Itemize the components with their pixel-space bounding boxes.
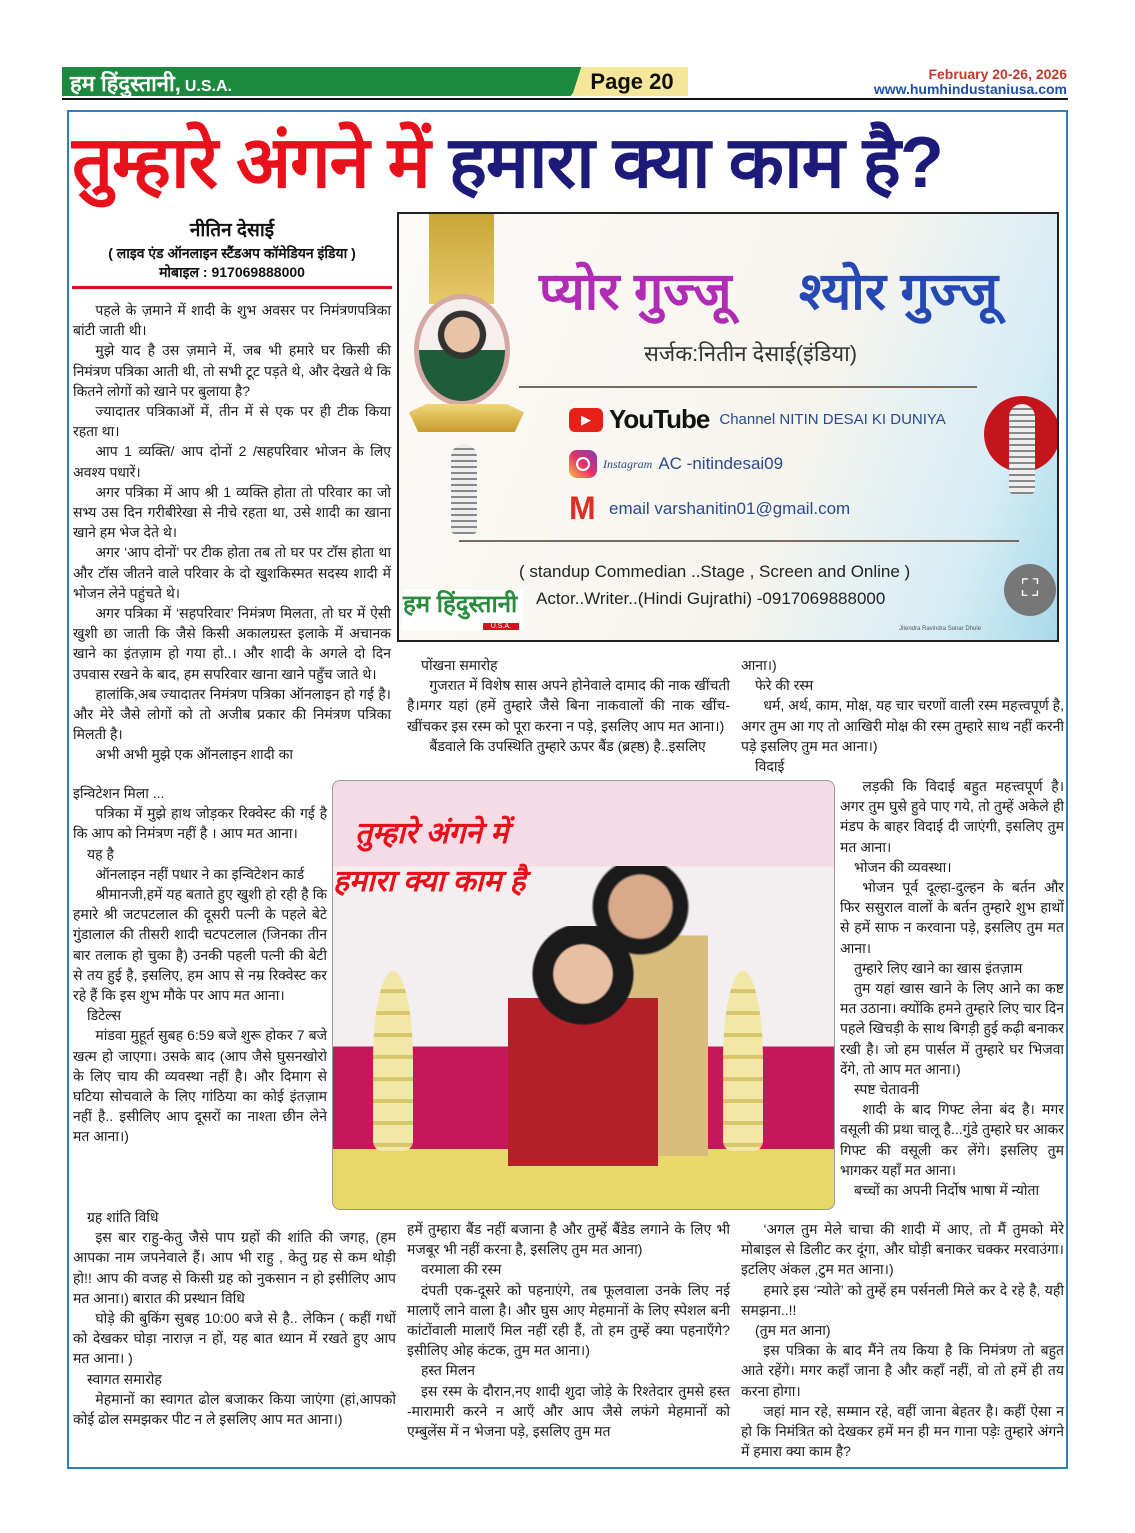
masthead <box>70 68 232 98</box>
instagram-icon <box>569 450 597 478</box>
gmail-icon <box>569 496 603 522</box>
instagram-handle: AC -nitindesai09 <box>658 454 784 473</box>
photo-caption-1: तुम्हारे अंगने में <box>355 817 509 850</box>
woman-figure <box>508 926 658 1166</box>
paragraph: पत्रिका में मुझे हाथ जोड़कर रिक्वेस्ट की गई है कि आप को निमंत्रण नहीं है । आप मत आना। <box>73 805 327 842</box>
paragraph: अगर पत्रिका में आप श्री 1 व्यक्ति होता तो परिवार का जो सभ्य उस दिन गरीबीरेखा से नीचे रहता था, उसे शादी का खाना खाने हम भेज देते थे। <box>73 483 391 541</box>
section-heading: (तुम मत आना) <box>755 1322 831 1339</box>
author-title: ( लाइव एंड ऑनलाइन स्टैंडअप कॉमेडियन इंडिया ) <box>108 245 356 261</box>
banner-actor: Actor..Writer..(Hindi Gujrathi) -0917069888000 <box>536 589 886 608</box>
column-2-top <box>407 655 730 756</box>
masthead-title: हम हिंदुस्तानी, <box>70 71 181 96</box>
section-heading: विदाई <box>755 758 785 775</box>
paragraph: लड़की कि विदाई बहुत महत्त्वपूर्ण है। अगर तुम घुसे हुवे पाए गये, तो तुम्हें अकेले ही मंडप के बाहर विदाई दी जाएंगी, इसलिए तुम मत आना। <box>840 778 1064 855</box>
paragraph: श्रीमानजी,हमें यह बताते हुए खुशी हो रही है कि हमारे श्री जटपटलाल की दूसरी पत्नी के पहले बेटे गुंडालाल की तीसरी शादी चटपटलाल (जिनका तीन बार तलाक हो चुका है) उनकी पहली पत्नी की बेटी से तय हुई है, इसलिए, हम आप से नम्र रिक्वेस्ट कर रहे हैं कि इस शुभ मौके पर आप मत आना। <box>73 886 327 1004</box>
youtube-icon: ▶ <box>569 408 603 432</box>
microphone-icon <box>1009 404 1035 494</box>
paragraph: हमें तुम्हारा बैंड नहीं बजाना है और तुम्हें बैंडेड लगाने के लिए भी मजबूर भी नहीं करना है, इसलिए तुम मत आना) <box>407 1221 730 1258</box>
section-heading: डिटेल्स <box>87 1007 122 1024</box>
paragraph: बैंडवाले कि उपस्थिति तुम्हारे ऊपर बैंड (ब्रह्ष्ठ) है..इसलिए <box>429 737 706 754</box>
section-heading: ग्रह शांति विधि <box>87 1209 159 1225</box>
headline <box>72 118 1062 208</box>
byline-divider <box>72 286 392 289</box>
paragraph: अभी अभी मुझे एक ऑनलाइन शादी का <box>95 746 293 763</box>
header-divider <box>62 98 1068 100</box>
youtube-row <box>569 404 946 435</box>
column-1-top <box>73 300 391 765</box>
paragraph: मेहमानों का स्वागत ढोल बजाकर किया जाएंगा (हां,आपको कोई ढोल समझकर पीट न ले इसलिए आप मत आना।) <box>73 1390 396 1428</box>
section-heading: यह है <box>87 845 114 862</box>
youtube-channel: Channel NITIN DESAI KI DUNIYA <box>719 411 946 428</box>
banner-divider <box>519 386 977 388</box>
paragraph: इन्विटेशन मिला ... <box>73 785 165 801</box>
section-heading: फेरे की रस्म <box>755 677 814 694</box>
author-mobile: मोबाइल : 917069888000 <box>159 264 305 280</box>
section-heading: बच्चों का अपनी निर्दोष भाषा में न्योता <box>854 1182 1040 1199</box>
paragraph: शादी के बाद गिफ्ट लेना बंद है। मगर वसूली की प्रथा चालू है...गुंडे तुम्हारे घर आकर गिफ्ट की वसूली कर लेंगे। इसलिए तुम भागकर यहाँ मत आना। <box>840 1101 1064 1178</box>
column-3-bottom <box>741 1219 1064 1461</box>
paragraph: ज्यादातर पत्रिकाओं में, तीन में से एक पर ही टीक किया रहता था। <box>73 403 391 440</box>
instagram-label: Instagram <box>603 456 653 471</box>
banner-divider <box>459 540 1019 542</box>
paragraph: अगर ‘आप दोनों’ पर टीक होता तब तो घर पर टॉस होता था और टॉस जीतने वाले परिवार के दो खुशकिस्मत सदस्य शादी में भोजन लेने पहुंचते थे। <box>73 544 391 601</box>
paragraph: इस बार राहु-केतु जैसे पाप ग्रहों की शांति की जगह, (हम आपका नाम जपनेवाले हैं। आप भी राहु , केतु ग्रह से कम थोड़ी हो!! आप की वजह से किसी ग्रह को नुकसान न हो इसीलिए आप मत आना।) बारात की प्रस्थान विधि <box>73 1229 396 1306</box>
section-heading: भोजन की व्यवस्था। <box>854 858 952 875</box>
website-link[interactable]: www.humhindustaniusa.com <box>873 81 1067 97</box>
masthead-suffix: U.S.A. <box>184 78 232 95</box>
banner-standup: ( standup Commedian ..Stage , Screen and Online ) <box>519 562 911 581</box>
section-heading: वरमाला की रस्म <box>421 1261 502 1278</box>
promo-banner <box>397 212 1059 642</box>
column-right <box>840 776 1064 1200</box>
section-heading: स्वागत समारोह <box>87 1370 162 1387</box>
section-heading: तुम यहां खास खाने के लिए आने का कष्ट मत उठाना। क्योंकि हमने तुम्हारे लिए चार दिन पहले खिचड़ी के साथ बिगड़ी हुई कढ़ी बनाकर रखी है। जो हम पार्सल में तुम्हारे घर भिजवा देंगे, तो आप मत आना।) <box>840 980 1064 1077</box>
microphone-icon <box>451 444 477 534</box>
paragraph: धर्म, अर्थ, काम, मोक्ष, यह चार चरणों वाली रस्म महत्त्वपूर्ण है, अगर तुम आ गए तो आखिरी मोक्ष की रस्म तुम्हारे साथ नहीं करनी पड़े इसलिए तुम मत आना।) <box>741 697 1064 754</box>
youtube-label: YouTube <box>609 404 710 434</box>
author-portrait <box>414 294 510 406</box>
section-heading: तुम्हारे लिए खाने का खास इंतज़ाम <box>854 959 1023 976</box>
logo-usa: U.S.A. <box>483 623 519 630</box>
email-address: email varshanitin01@gmail.com <box>609 499 851 518</box>
paragraph: इस पत्रिका के बाद मैंने तय किया है कि निमंत्रण तो बहुत आते रहेंगे। मगर कहाँ जाना है और कहाँ नहीं, वो तो हमें ही तय करना होगा। <box>741 1342 1064 1399</box>
gold-strip <box>429 214 494 304</box>
section-heading: स्पष्ट चेतावनी <box>854 1081 920 1098</box>
paragraph: भोजन पूर्व दूल्हा-दुल्हन के बर्तन और फिर ससुराल वालों के बर्तन तुम्हारे शुभ हाथों से हमें साफ न करवाना पड़े, इसलिए तुम मत आना। <box>840 879 1064 956</box>
instagram-row <box>569 450 783 478</box>
section-heading: इस रस्म के दौरान,नए शादी शुदा जोड़े के रिश्तेदार तुमसे हस्त -मारामारी करने न आएँ और आप जैसे लफंगे मेहमानों को एम्बुलेंस में न भेजना पड़े, इसलिए तुम मत <box>407 1382 730 1440</box>
couple-photo <box>332 780 835 1210</box>
designer-credit: Jitendra Ravindra Sonar Dhule <box>899 626 982 632</box>
paragraph: मुझे याद है उस ज़माने में, जब भी हमारे घर किसी की निमंत्रण पत्रिका आती थी, तो सभी टूट पड़ते थे, और देखते थे कि कितने लोगों को खाने पर बुलाया है? <box>73 342 391 399</box>
paragraph: घोड़े की बुकिंग सुबह 10:00 बजे से है.. लेकिन ( कहीं गधों को देखकर घोड़ा नाराज़ न हों, यह बात ध्यान में रखते हुए आप मत आना। ) <box>73 1310 396 1367</box>
page-number: Page 20 <box>590 69 674 94</box>
paragraph: गुजरात में विशेष सास अपने होनेवाले दामाद की नाक खींचती है।मगर यहां (हमें तुम्हारे जैसे बिना नाकवालों की नाक खींच-खींचकर इस रस्म को पूरा करना न पड़े, इसलिए आप मत आना।) <box>407 677 730 734</box>
decor-pillar <box>373 971 413 1151</box>
paragraph: ऑनलाइन नहीं पधार ने का इन्विटेशन कार्ड <box>95 865 305 882</box>
scan-text-icon[interactable]: ⛶ <box>1004 564 1056 616</box>
paragraph: पहले के ज़माने में शादी के शुभ अवसर पर निमंत्रणपत्रिका बांटी जाती थी। <box>73 302 391 339</box>
email-row <box>569 496 850 522</box>
column-2-bottom <box>407 1219 730 1441</box>
headline-part-navy: हमारा क्या काम है? <box>448 123 943 203</box>
section-heading: दंपती एक-दूसरे को पहनाएंगे, तब फूलवाला उनके लिए नई मालाएँ लाने वाला है। और घुस आए मेहमानों के लिए स्पेशल बनी कांटोंवाली मालाएँ मिल नहीं रही हैं, तो हम तुम्हें क्या पहनाएँगे? इसीलिए ओह कंटक, तुम मत आना।) <box>407 1281 730 1359</box>
column-3-top <box>741 655 1064 776</box>
newspaper-logo <box>403 590 523 630</box>
column-1-bottom <box>73 1207 396 1429</box>
column-1-middle <box>73 783 327 1147</box>
banner-creator: सर्जक:नितीन देसाई(इंडिया) <box>644 341 858 366</box>
issue-date: February 20-26, 2026 <box>928 66 1067 82</box>
paragraph: आप 1 व्यक्ति/ आप दोनों 2 /सहपरिवार भोजन के लिए अवश्य पधारें। <box>73 443 391 480</box>
headline-part-red: तुम्हारे अंगने में <box>72 123 430 203</box>
section-heading: पोंखना समारोह <box>421 657 498 673</box>
logo-text: हम हिंदुस्तानी <box>403 591 518 618</box>
paragraph: आना।) <box>741 657 777 673</box>
paragraph: हालांकि,अब ज्यादातर निमंत्रण पत्रिका ऑनलाइन हो गई है। और मेरे जैसे लोगों को तो अजीब प्रकार की निमंत्रण पत्रिका मिलती है। <box>73 685 391 743</box>
paragraph: अगर पत्रिका में ‘सहपरिवार’ निमंत्रण मिलता, तो घर में ऐसी खुशी छा जाती कि जैसे किसी अकालग्रस्त इलाके में अचानक खाने का इंतज़ाम हो गया हो..। और शादी के अगले दो दिन उपवास रखने के बाद, हम सपरिवार खाना खाने पहुँच जाते थे। <box>73 605 391 682</box>
author-name: नीतिन देसाई <box>189 220 275 241</box>
banner-title-1: प्योर गुज्जू <box>539 263 732 321</box>
gold-ribbon <box>409 404 524 432</box>
paragraph: हमारे इस ‘न्योते’ को तुम्हें हम पर्सनली मिले कर दे रहे है, यही समझना..!! <box>741 1281 1064 1318</box>
paragraph: मांडवा मुहूर्त सुबह 6:59 बजे शुरू होकर 7 बजे खत्म हो जाएगा। उसके बाद (आप जैसे घुसनखोरो के लिए चाय की व्यवस्था नहीं है। और दिमाग से घटिया सोचवाले के लिए गांठिया का कोई इंतज़ाम नहीं है.. इसीलिए आप दूसरों का नाश्ता छीन लेने मत आना।) <box>73 1027 327 1145</box>
paragraph: ‘अगल तुम मेले चाचा की शादी में आए, तो मैं तुमको मेरे मोबाइल से डिलीट कर दूंगा, और घोड़ी बनाकर चक्कर मरवाउंगा। इटलिए अंकल ,टुम मत आना।) <box>741 1221 1064 1278</box>
decor-pillar <box>723 971 763 1151</box>
paragraph: जहां मान रहे, सम्मान रहे, वहीं जाना बेहतर है। कहीं ऐसा न हो कि निमंत्रित को देखकर हमें मन ही मन गाना पड़ेः तुम्हारे अंगने में हमारा क्या काम है? <box>741 1402 1064 1460</box>
photo-caption-2: हमारा क्या काम है <box>333 865 526 898</box>
byline <box>72 216 392 282</box>
banner-title-2: श्योर गुज्जू <box>799 263 999 321</box>
section-heading: हस्त मिलन <box>421 1362 476 1379</box>
